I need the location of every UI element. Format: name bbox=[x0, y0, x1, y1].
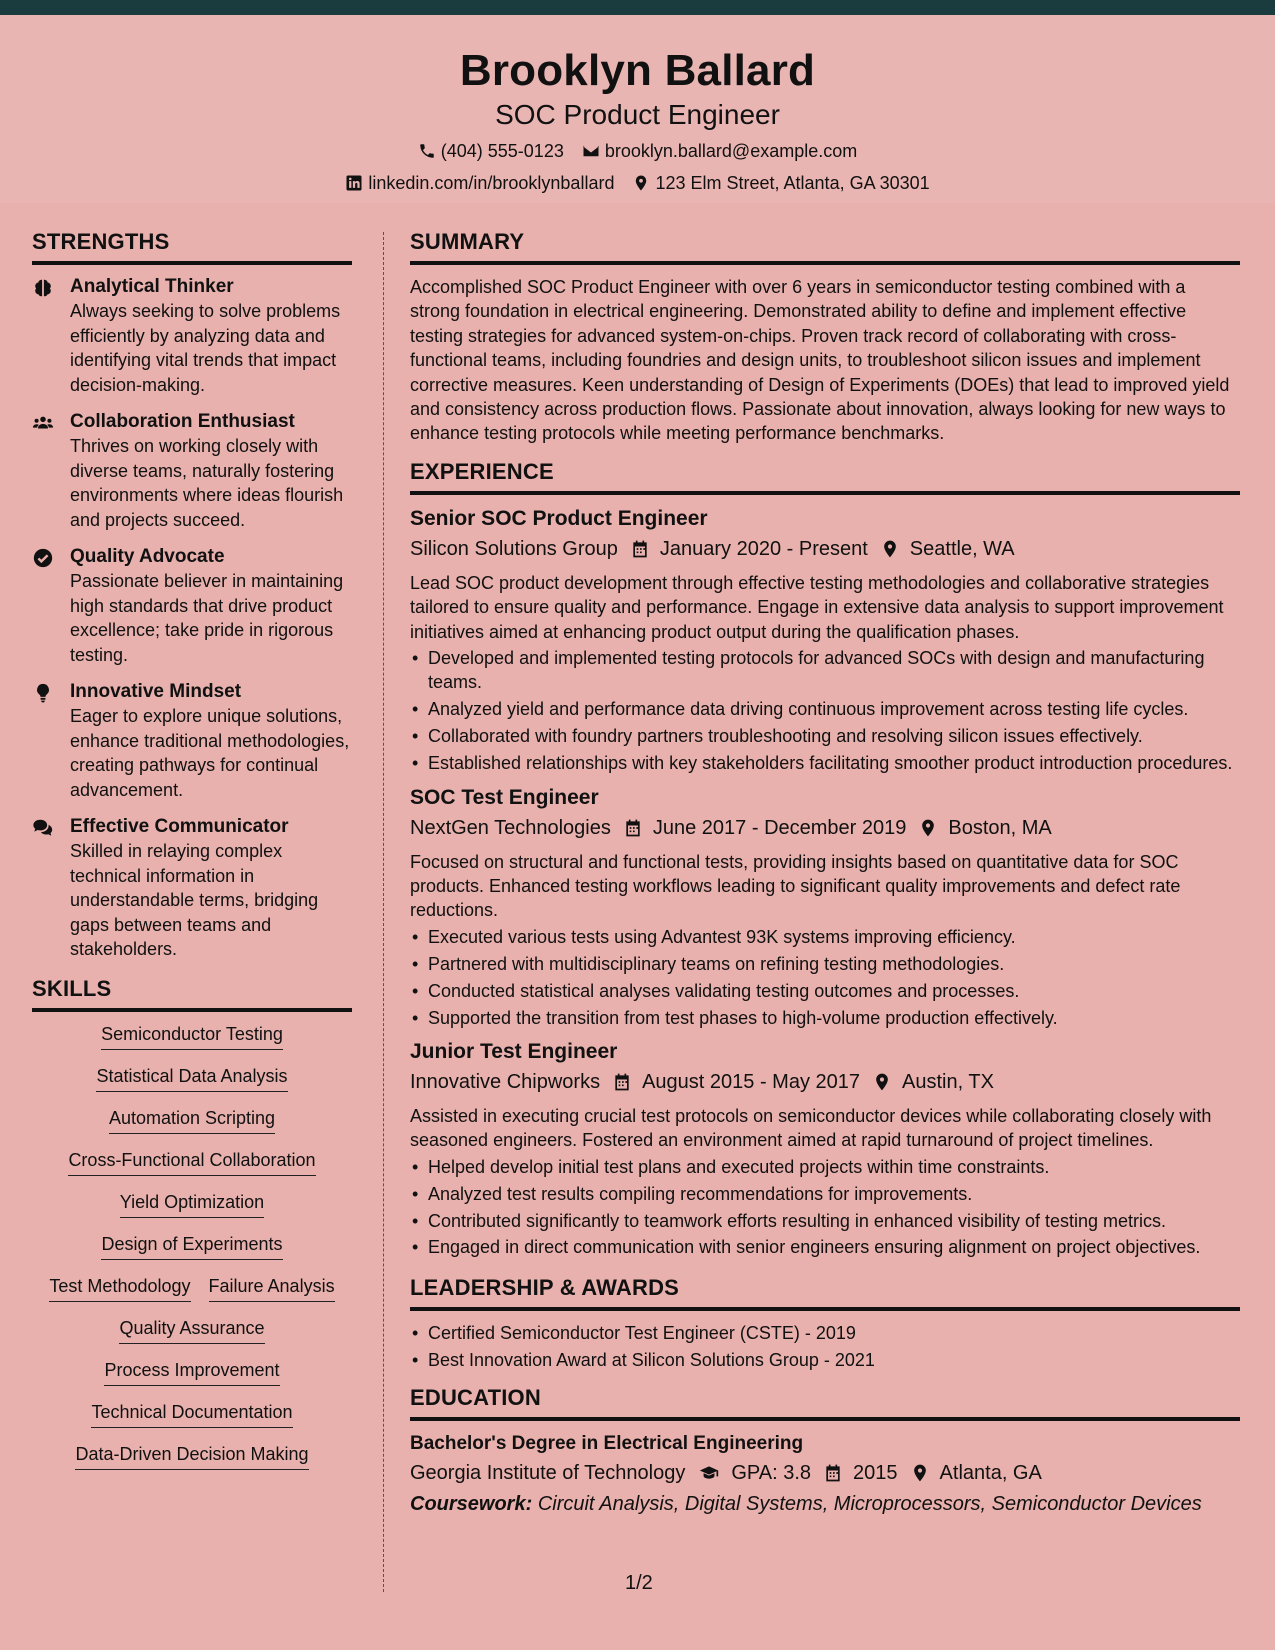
company-name: Innovative Chipworks bbox=[410, 1070, 601, 1093]
email-text[interactable]: brooklyn.ballard@example.com bbox=[604, 141, 858, 161]
skill-tag: Test Methodology bbox=[49, 1274, 190, 1302]
graduation-cap-icon bbox=[697, 1463, 721, 1483]
bullet-item: • Established relationships with key stakeholders facilitating smoother product introduction procedures. bbox=[410, 751, 1240, 775]
job-entry bbox=[410, 1038, 1240, 1260]
candidate-name: Brooklyn Ballard bbox=[459, 46, 816, 95]
skill-tag: Automation Scripting bbox=[109, 1106, 275, 1134]
map-marker-icon bbox=[918, 818, 938, 838]
skill-tag: Failure Analysis bbox=[209, 1274, 335, 1302]
strength-item bbox=[32, 410, 352, 532]
linkedin-icon bbox=[345, 174, 363, 192]
strengths-heading: STRENGTHS bbox=[32, 228, 352, 265]
map-marker-icon bbox=[872, 1072, 892, 1092]
job-bullets bbox=[410, 1155, 1240, 1260]
awards-heading: LEADERSHIP & AWARDS bbox=[410, 1274, 1240, 1311]
skills-heading: SKILLS bbox=[32, 975, 352, 1012]
job-description: Focused on structural and functional tests, providing insights based on quantitative data for SOC products. Enhanced testing workflows leading to significant quality improvements and defect rate reductions. bbox=[410, 851, 1181, 921]
gpa-text: GPA: 3.8 bbox=[731, 1462, 812, 1485]
skill-tag: Design of Experiments bbox=[101, 1232, 282, 1260]
school-location: Atlanta, GA bbox=[939, 1462, 1042, 1485]
calendar-icon bbox=[823, 1463, 843, 1483]
summary-heading: SUMMARY bbox=[410, 228, 1240, 265]
strength-title: Quality Advocate bbox=[70, 546, 225, 567]
strength-desc: Always seeking to solve problems efficiently by analyzing data and identifying vital trends that impact decision-making. bbox=[70, 301, 341, 395]
strength-desc: Skilled in relaying complex technical information in understandable terms, bridging gaps between teams and stakeholders. bbox=[70, 841, 319, 959]
right-column bbox=[410, 228, 1240, 1519]
job-dates: June 2017 - December 2019 bbox=[652, 816, 907, 839]
address-text: 123 Elm Street, Atlanta, GA 30301 bbox=[655, 173, 930, 193]
bullet-item: • Executed various tests using Advantest 93K systems improving efficiency. bbox=[410, 925, 1240, 949]
linkedin-text[interactable]: linkedin.com/in/brooklynballard bbox=[368, 173, 615, 193]
bullet-item: • Helped develop initial test plans and executed projects within time constraints. bbox=[410, 1155, 1240, 1179]
coursework-text: Circuit Analysis, Digital Systems, Microprocessors, Semiconductor Devices bbox=[537, 1493, 1202, 1516]
bullet-item: • Developed and implemented testing protocols for advanced SOCs with design and manufacturing teams. bbox=[410, 646, 1240, 695]
skill-tag: Semiconductor Testing bbox=[101, 1022, 283, 1050]
job-description: Assisted in executing crucial test protocols on semiconductor devices while collaborating closely with seasoned engineers. Fostered an environment aimed at rapid turnaround of project timelines. bbox=[410, 1105, 1212, 1151]
strength-item bbox=[32, 815, 352, 962]
experience-heading: EXPERIENCE bbox=[410, 458, 1240, 495]
candidate-title: SOC Product Engineer bbox=[495, 99, 780, 130]
check-circle-icon bbox=[32, 547, 54, 569]
skill-tag: Yield Optimization bbox=[120, 1190, 264, 1218]
page-number: 1/2 bbox=[625, 1572, 653, 1594]
calendar-icon bbox=[623, 818, 643, 838]
graduation-year: 2015 bbox=[853, 1462, 898, 1485]
strength-item bbox=[32, 680, 352, 802]
summary-text: Accomplished SOC Product Engineer with over 6 years in semiconductor testing combined with a strong foundation in electrical engineering. Demonstrated ability to define and implement effective testing strategies for advanced system-on-chips. Proven track record of collaborating with cross-functional teams, including foundries and design units, to troubleshoot silicon issues and implement corrective measures. Keen understanding of Design of Experiments (DOEs) that lead to improved yield and consistency across production flows. Passionate about innovation, always looking for new ways to enhance testing protocols while meeting performance benchmarks. bbox=[410, 277, 1230, 444]
job-meta bbox=[410, 814, 1240, 842]
strength-title: Collaboration Enthusiast bbox=[70, 411, 295, 432]
strength-item bbox=[32, 545, 352, 667]
bullet-item: • Partnered with multidisciplinary teams on refining testing methodologies. bbox=[410, 952, 1240, 976]
top-accent-bar bbox=[0, 0, 1275, 15]
phone-icon bbox=[418, 142, 436, 160]
left-column bbox=[32, 228, 352, 1484]
bullet-item: • Analyzed test results compiling recommendations for improvements. bbox=[410, 1182, 1240, 1206]
map-marker-icon bbox=[632, 174, 650, 192]
job-description: Lead SOC product development through effective testing methodologies and collaborative strategies tailored to ensure quality and performance. Engage in extensive data analysis to support improvement initiatives aimed at enhancing product output during the qualification phases. bbox=[410, 572, 1224, 642]
envelope-icon bbox=[582, 142, 600, 160]
bullet-item: • Engaged in direct communication with senior engineers ensuring alignment on project objectives. bbox=[410, 1235, 1240, 1259]
skill-tag: Statistical Data Analysis bbox=[96, 1064, 287, 1092]
resume-header bbox=[0, 15, 1275, 203]
job-dates: August 2015 - May 2017 bbox=[642, 1070, 861, 1093]
company-name: NextGen Technologies bbox=[410, 816, 611, 839]
award-item: • Certified Semiconductor Test Engineer (CSTE) - 2019 bbox=[410, 1321, 1240, 1345]
strength-title: Effective Communicator bbox=[70, 816, 289, 837]
bullet-item: • Contributed significantly to teamwork efforts resulting in enhanced visibility of testing metrics. bbox=[410, 1209, 1240, 1233]
strength-desc: Thrives on working closely with diverse teams, naturally fostering environments where ideas flourish and projects succeed. bbox=[70, 436, 344, 530]
strength-item bbox=[32, 275, 352, 397]
coursework-label: Coursework: bbox=[410, 1493, 533, 1516]
contact-row-2 bbox=[0, 171, 1275, 195]
job-title: Senior SOC Product Engineer bbox=[410, 506, 708, 530]
job-entry bbox=[410, 784, 1240, 1030]
job-location: Austin, TX bbox=[902, 1070, 994, 1093]
coursework bbox=[410, 1489, 1240, 1519]
awards-list bbox=[410, 1321, 1240, 1372]
award-item: • Best Innovation Award at Silicon Solutions Group - 2021 bbox=[410, 1348, 1240, 1372]
calendar-icon bbox=[612, 1072, 632, 1092]
phone-contact bbox=[418, 139, 564, 163]
lightbulb-icon bbox=[32, 682, 54, 704]
job-title: SOC Test Engineer bbox=[410, 785, 599, 809]
skill-tag: Cross-Functional Collaboration bbox=[68, 1148, 315, 1176]
skill-tag: Data-Driven Decision Making bbox=[75, 1442, 308, 1470]
users-icon bbox=[32, 412, 54, 434]
school-name: Georgia Institute of Technology bbox=[410, 1462, 686, 1485]
calendar-icon bbox=[630, 539, 650, 559]
strength-title: Innovative Mindset bbox=[70, 681, 242, 702]
comments-icon bbox=[32, 817, 54, 839]
brain-icon bbox=[32, 277, 54, 299]
job-entry bbox=[410, 505, 1240, 776]
skill-tag: Quality Assurance bbox=[119, 1316, 264, 1344]
map-marker-icon bbox=[910, 1463, 930, 1483]
education-meta bbox=[410, 1459, 1240, 1487]
bullet-item: • Collaborated with foundry partners troubleshooting and resolving silicon issues effectively. bbox=[410, 724, 1240, 748]
bullet-item: • Conducted statistical analyses validating testing outcomes and processes. bbox=[410, 979, 1240, 1003]
map-marker-icon bbox=[880, 539, 900, 559]
job-bullets bbox=[410, 646, 1240, 776]
phone-text: (404) 555-0123 bbox=[440, 141, 564, 161]
strength-desc: Passionate believer in maintaining high standards that drive product excellence; take pride in rigorous testing. bbox=[70, 571, 344, 665]
column-divider bbox=[383, 232, 384, 1592]
company-name: Silicon Solutions Group bbox=[410, 537, 618, 560]
strength-title: Analytical Thinker bbox=[70, 276, 234, 297]
bullet-item: • Supported the transition from test phases to high-volume production effectively. bbox=[410, 1006, 1240, 1030]
strength-desc: Eager to explore unique solutions, enhance traditional methodologies, creating pathways for continual advancement. bbox=[70, 706, 350, 800]
contact-row-1 bbox=[0, 139, 1275, 163]
job-location: Boston, MA bbox=[948, 816, 1052, 839]
job-location: Seattle, WA bbox=[909, 537, 1015, 560]
job-bullets bbox=[410, 925, 1240, 1030]
linkedin-contact[interactable] bbox=[345, 171, 614, 195]
address-contact bbox=[632, 171, 929, 195]
job-meta bbox=[410, 1068, 1240, 1096]
education-heading: EDUCATION bbox=[410, 1384, 1240, 1421]
skill-tag: Process Improvement bbox=[104, 1358, 279, 1386]
job-dates: January 2020 - Present bbox=[659, 537, 868, 560]
skills-list bbox=[32, 1022, 352, 1470]
job-title: Junior Test Engineer bbox=[410, 1039, 618, 1063]
degree-title: Bachelor's Degree in Electrical Engineering bbox=[410, 1433, 804, 1455]
job-meta bbox=[410, 535, 1240, 563]
email-contact[interactable] bbox=[582, 139, 857, 163]
bullet-item: • Analyzed yield and performance data driving continuous improvement across testing life cycles. bbox=[410, 697, 1240, 721]
skill-tag: Technical Documentation bbox=[91, 1400, 292, 1428]
